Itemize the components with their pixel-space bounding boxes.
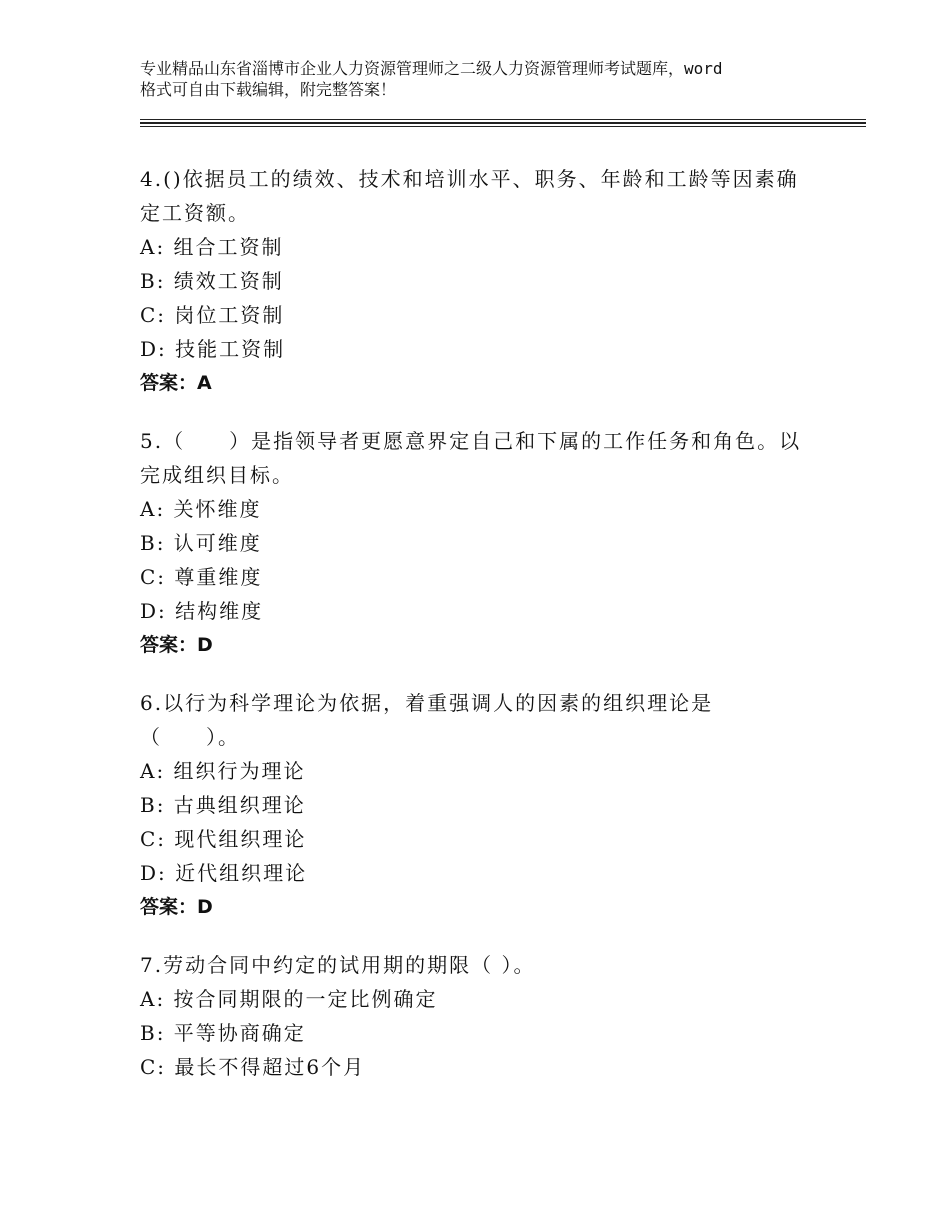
question-text-continued: （ ）。 xyxy=(140,725,240,749)
question-text: 4.()依据员工的绩效、技术和培训水平、职务、年龄和工龄等因素确 xyxy=(140,167,799,191)
header-divider-top xyxy=(140,119,866,120)
option-b: B: 认可维度 xyxy=(140,531,262,555)
question-5 xyxy=(140,424,840,662)
option-c: C: 现代组织理论 xyxy=(140,827,307,851)
header-line-2: 格式可自由下载编辑，附完整答案！ xyxy=(140,80,397,99)
option-a: A: 组合工资制 xyxy=(140,235,284,259)
question-6 xyxy=(140,686,840,924)
question-list xyxy=(140,162,840,1108)
header-divider-middle xyxy=(140,122,866,124)
option-d: D: 结构维度 xyxy=(140,599,264,623)
answer-label: 答案：D xyxy=(140,896,213,918)
option-c: C: 岗位工资制 xyxy=(140,303,285,327)
header-divider-bottom xyxy=(140,126,866,127)
option-c: C: 最长不得超过6个月 xyxy=(140,1055,366,1079)
question-text-continued: 完成组织目标。 xyxy=(140,463,294,487)
option-a: A: 关怀维度 xyxy=(140,497,262,521)
answer-label: 答案：D xyxy=(140,634,213,656)
question-text-continued: 定工资额。 xyxy=(140,201,250,225)
option-d: D: 技能工资制 xyxy=(140,337,286,361)
question-7 xyxy=(140,948,840,1084)
question-text: 6.以行为科学理论为依据，着重强调人的因素的组织理论是 xyxy=(140,691,714,715)
option-b: B: 绩效工资制 xyxy=(140,269,284,293)
header-line-1: 专业精品山东省淄博市企业人力资源管理师之二级人力资源管理师考试题库，word xyxy=(140,59,723,78)
option-a: A: 按合同期限的一定比例确定 xyxy=(140,987,438,1011)
option-b: B: 古典组织理论 xyxy=(140,793,306,817)
question-text: 5.（ ）是指领导者更愿意界定自己和下属的工作任务和角色。以 xyxy=(140,429,802,453)
answer-label: 答案：A xyxy=(140,372,212,394)
option-a: A: 组织行为理论 xyxy=(140,759,306,783)
option-c: C: 尊重维度 xyxy=(140,565,263,589)
question-4 xyxy=(140,162,840,400)
option-b: B: 平等协商确定 xyxy=(140,1021,306,1045)
option-d: D: 近代组织理论 xyxy=(140,861,308,885)
document-header xyxy=(140,58,840,100)
question-text: 7.劳动合同中约定的试用期的期限（ ）。 xyxy=(140,953,536,977)
